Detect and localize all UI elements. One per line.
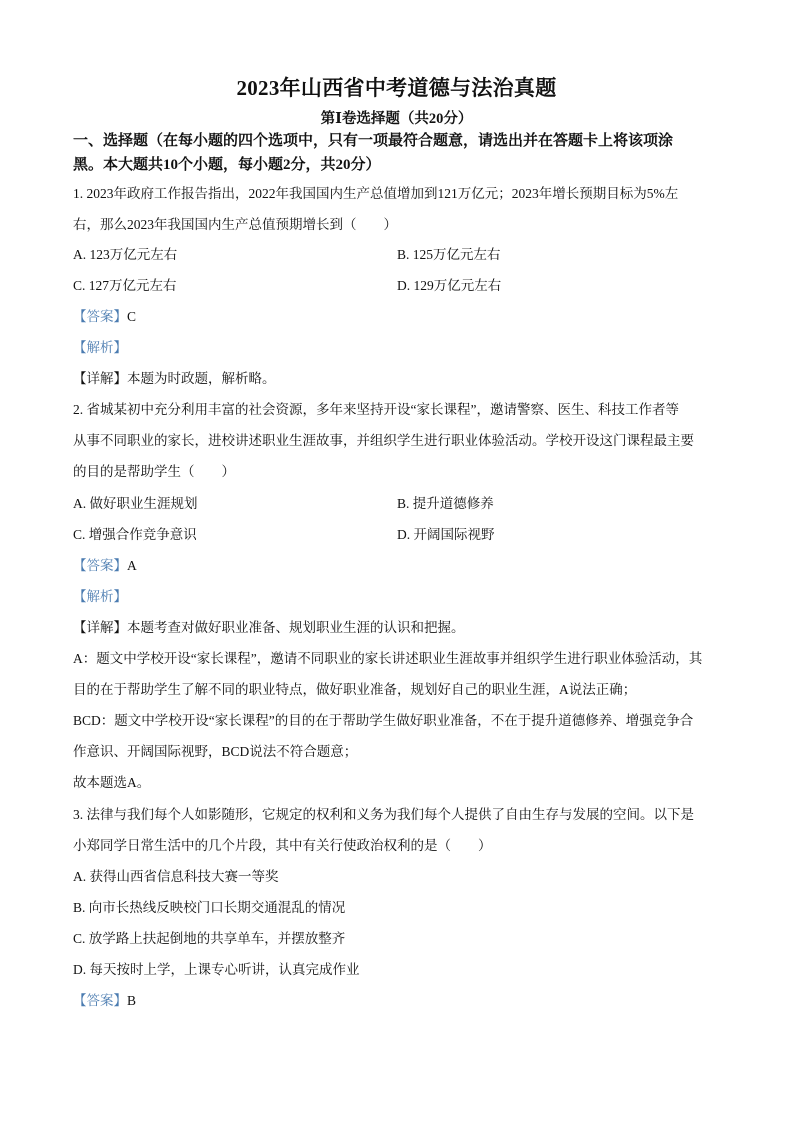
q2-option-d: D. 开阔国际视野 xyxy=(397,527,495,542)
q3-option-c: C. 放学路上扶起倒地的共享单车，并摆放整齐 xyxy=(73,931,346,946)
answer-label: 【答案】 xyxy=(73,558,127,573)
answer-label: 【答案】 xyxy=(73,309,127,324)
q2-detail xyxy=(73,619,723,637)
q1-option-d: D. 129万亿元左右 xyxy=(397,278,502,293)
q1-stem-line-1: 1. 2023年政府工作报告指出，2022年我国国内生产总值增加到121万亿元；2023年增长预期目标为5%左 xyxy=(73,186,679,201)
q2-detail-line-5: 作意识、开阔国际视野，BCD说法不符合题意； xyxy=(73,744,358,759)
q2-detail-text: 本题考查对做好职业准备、规划职业生涯的认识和把握。 xyxy=(127,620,465,635)
q3-answer-value: B xyxy=(127,993,137,1008)
section-header-line-1: 一、选择题（在每小题的四个选项中，只有一项最符合题意，请选出并在答题卡上将该项涂 xyxy=(73,133,674,149)
answer-label: 【答案】 xyxy=(73,993,127,1008)
q3-stem-line-2: 小郑同学日常生活中的几个片段，其中有关行使政治权利的是（ ） xyxy=(73,838,492,853)
q1-detail-text: 本题为时政题，解析略。 xyxy=(127,371,276,386)
q1-detail xyxy=(73,370,723,388)
q1-option-a: A. 123万亿元左右 xyxy=(73,247,178,262)
q2-stem-line-3: 的目的是帮助学生（ ） xyxy=(73,464,235,479)
q2-answer-value: A xyxy=(127,558,137,573)
q2-detail-line-3: 目的在于帮助学生了解不同的职业特点，做好职业准备，规划好自己的职业生涯，A说法正确； xyxy=(73,682,637,697)
q2-detail-line-4: BCD：题文中学校开设“家长课程”的目的在于帮助学生做好职业准备，不在于提升道德修养、增强竞争合 xyxy=(73,713,694,728)
q3-option-a: A. 获得山西省信息科技大赛一等奖 xyxy=(73,869,279,884)
document-title: 2023年山西省中考道德与法治真题 xyxy=(236,76,557,100)
q1-option-b: B. 125万亿元左右 xyxy=(397,247,501,262)
q3-stem-line-1: 3. 法律与我们每个人如影随形，它规定的权利和义务为我们每个人提供了自由生存与发展的空间。以下是 xyxy=(73,807,694,822)
q2-detail-line-6: 故本题选A。 xyxy=(73,775,151,790)
q3-answer xyxy=(73,992,723,1010)
q2-analysis xyxy=(73,588,723,606)
document-subtitle: 第Ⅰ卷选择题（共20分） xyxy=(320,111,473,127)
analysis-label: 【解析】 xyxy=(73,589,127,604)
q3-option-d: D. 每天按时上学，上课专心听讲，认真完成作业 xyxy=(73,962,360,977)
q2-stem-line-1: 2. 省城某初中充分利用丰富的社会资源，多年来坚持开设“家长课程”，邀请警察、医生、科技工作者等 xyxy=(73,402,679,417)
q2-option-a: A. 做好职业生涯规划 xyxy=(73,496,198,511)
detail-label: 【详解】 xyxy=(73,620,127,635)
q1-option-c: C. 127万亿元左右 xyxy=(73,278,177,293)
q2-stem-line-2: 从事不同职业的家长，进校讲述职业生涯故事，并组织学生进行职业体验活动。学校开设这门课程最主要 xyxy=(73,433,694,448)
q1-answer xyxy=(73,308,723,326)
q1-analysis xyxy=(73,339,723,357)
section-header-line-2: 黑。本大题共10个小题，每小题2分，共20分） xyxy=(73,157,381,173)
detail-label: 【详解】 xyxy=(73,371,127,386)
analysis-label: 【解析】 xyxy=(73,340,127,355)
q2-detail-line-2: A：题文中学校开设“家长课程”，邀请不同职业的家长讲述职业生涯故事并组织学生进行职业体验活动，其 xyxy=(73,651,703,666)
q3-option-b: B. 向市长热线反映校门口长期交通混乱的情况 xyxy=(73,900,346,915)
q2-option-c: C. 增强合作竞争意识 xyxy=(73,527,197,542)
q1-answer-value: C xyxy=(127,309,137,324)
q1-stem-line-2: 右，那么2023年我国国内生产总值预期增长到（ ） xyxy=(73,217,397,232)
q2-option-b: B. 提升道德修养 xyxy=(397,496,494,511)
q2-answer xyxy=(73,557,723,575)
